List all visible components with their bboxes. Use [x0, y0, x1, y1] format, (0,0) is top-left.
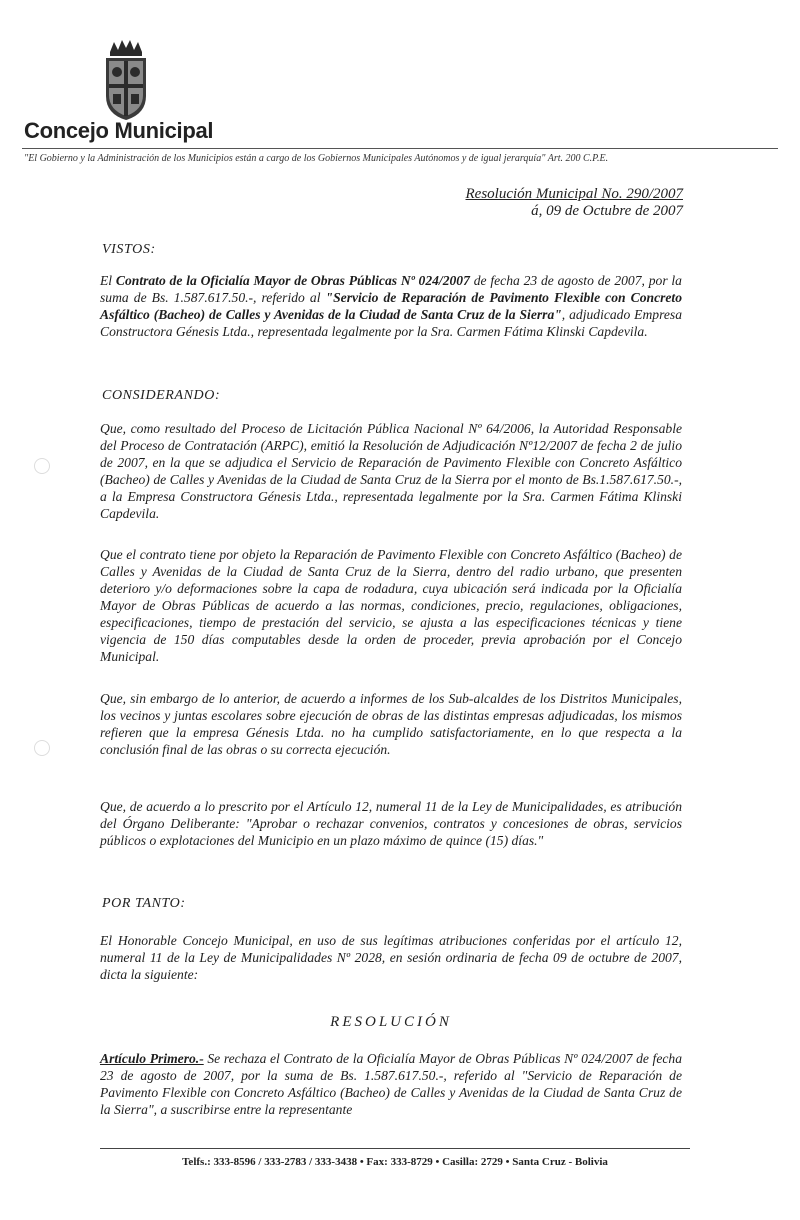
- header-motto: "El Gobierno y la Administración de los Municipios están a cargo de los Gobiernos Municipales Autónomos y de igual jerarquía" Art. 200 C.P.E.: [24, 153, 609, 164]
- resolution-date: á, 09 de Octubre de 2007: [531, 203, 683, 219]
- resolucion-title: RESOLUCIÓN: [330, 1014, 452, 1030]
- punch-hole-mark: [34, 740, 50, 756]
- coat-of-arms-logo: [100, 38, 152, 122]
- vistos-end: , adjudicado Empresa Constructora Génesis Ltda., representada legalmente por la Sra. Carmen Fátima Klinski Capdevila.: [100, 307, 683, 339]
- considerando-paragraph-1: Que, como resultado del Proceso de Licitación Pública Nacional Nº 64/2006, la Autoridad Responsable del Proceso de Contratación (ARPC), emitió la Resolución de Adjudicación Nº12/2007 de fecha 2 de julio de 2007, en la que se adjudica el Servicio de Reparación de Pavimento Flexible con Concreto Asfáltico (Bacheo) de Calles y Avenidas de la Ciudad de Santa Cruz de la Sierra por el monto de Bs.1.587.617.50.-, a la Empresa Constructora Génesis Ltda., representada legalmente por la Sra. Carmen Fátima Klinski Capdevila.: [100, 421, 682, 521]
- considerando-paragraph-4: Que, de acuerdo a lo prescrito por el Artículo 12, numeral 11 de la Ley de Municipalidades, es atribución del Órgano Deliberante: "Aprobar o rechazar convenios, contratos y concesiones de obras, servicios públicos o explotaciones del Municipio en un plazo máximo de quince (15) días.": [100, 799, 682, 848]
- considerando-paragraph-3: Que, sin embargo de lo anterior, de acuerdo a informes de los Sub-alcaldes de los Distritos Municipales, los vecinos y juntas escolares sobre ejecución de obras de las distintas empresas adjudicadas, los mismos refieren que la empresa Génesis Ltda. no ha cumplido satisfactoriamente, en lo que respecta a la conclusión final de las obras o su correcta ejecución.: [100, 691, 682, 757]
- vistos-paragraph: [100, 272, 682, 340]
- article-first-label: Artículo Primero.-: [100, 1051, 204, 1066]
- considerando-paragraph-2: Que el contrato tiene por objeto la Reparación de Pavimento Flexible con Concreto Asfáltico (Bacheo) de Calles y Avenidas de la Ciudad de Santa Cruz de la Sierra, dentro del radio urbano, que presenten deterioro y/o deformaciones sobre la capa de rodadura, cuya ubicación será indicada por la Oficialía Mayor de Obras Públicas de acuerdo a las normas, condiciones, precio, regulaciones, obligaciones, especificaciones, tiempo de prestación del servicio, se ajusta a las especificaciones técnicas y tiene vigencia de 150 días computables desde la orden de proceder, previa aprobación por el Concejo Municipal.: [100, 547, 682, 664]
- vistos-intro: El: [100, 273, 116, 288]
- punch-hole-mark: [34, 458, 50, 474]
- vistos-service-name: "Servicio de Reparación de Pavimento Flexible con Concreto Asfáltico (Bacheo) de Calles y Avenidas de la Ciudad de Santa Cruz de la Sierra": [100, 290, 683, 322]
- portanto-paragraph: El Honorable Concejo Municipal, en uso de sus legítimas atribuciones conferidas por el artículo 12, numeral 11 de la Ley de Municipalidades Nº 2028, en sesión ordinaria de fecha 09 de octubre de 2007, dicta la siguiente:: [100, 933, 682, 982]
- resolution-number: Resolución Municipal No. 290/2007: [465, 186, 683, 202]
- header-divider: [22, 148, 778, 149]
- resolution-header: [466, 186, 683, 220]
- footer-contact: Telfs.: 333-8596 / 333-2783 / 333-3438 • Fax: 333-8729 • Casilla: 2729 • Santa Cruz - Bolivia: [182, 1156, 608, 1168]
- article-first-text: Se rechaza el Contrato de la Oficialía Mayor de Obras Públicas Nº 024/2007 de fecha 23 de agosto de 2007, por la suma de Bs. 1.587.617.50.-, referido al "Servicio de Reparación de Pavimento Flexible con Concreto Asfáltico (Bacheo) de Calles y Avenidas de la Ciudad de Santa Cruz de la Sierra", a suscribirse entre la representante: [100, 1051, 682, 1117]
- article-first: [100, 1050, 682, 1118]
- heading-vistos: VISTOS:: [102, 242, 156, 257]
- heading-considerando: CONSIDERANDO:: [102, 388, 221, 403]
- footer-divider: [100, 1148, 690, 1149]
- brand-name: Concejo Municipal: [24, 118, 214, 143]
- vistos-mid: de fecha 23 de agosto de 2007, por la suma de Bs. 1.587.617.50.-, referido al: [100, 273, 682, 305]
- vistos-contract-ref: Contrato de la Oficialía Mayor de Obras Públicas Nº 024/2007: [115, 273, 470, 288]
- heading-portanto: POR TANTO:: [102, 896, 186, 911]
